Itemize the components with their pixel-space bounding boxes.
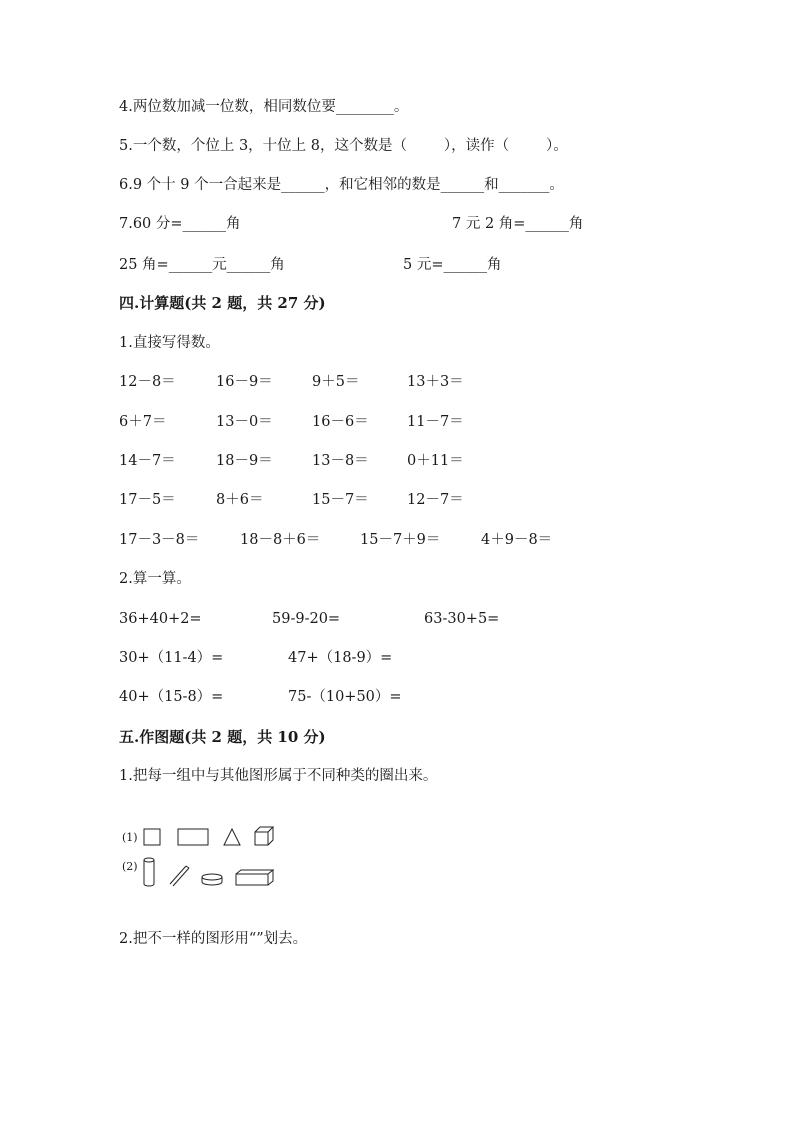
group-2-shapes bbox=[142, 856, 278, 890]
calc-cell: 47+（18-9）= bbox=[288, 650, 393, 666]
calc-cell: 12－7＝ bbox=[407, 492, 464, 508]
calc-cell: 9＋5＝ bbox=[312, 374, 360, 390]
calc-cell: 13＋3＝ bbox=[407, 374, 464, 390]
calc-cell: 75-（10+50）= bbox=[288, 689, 402, 705]
section-4-q2-title: 2.算一算。 bbox=[119, 571, 191, 587]
calc-cell: 15－7＋9＝ bbox=[360, 532, 441, 548]
calc-cell: 36+40+2= bbox=[119, 611, 202, 627]
calc-cell: 40+（15-8）= bbox=[119, 689, 224, 705]
section-5-q1-title: 1.把每一组中与其他图形属于不同种类的圈出来。 bbox=[119, 768, 438, 784]
calc-cell: 4＋9－8＝ bbox=[481, 532, 553, 548]
rectangle-shape bbox=[178, 829, 208, 845]
question-7b: 7 元 2 角=______角 bbox=[452, 216, 584, 232]
calc-cell: 8＋6＝ bbox=[216, 492, 264, 508]
triangle-shape bbox=[224, 829, 240, 845]
question-7d: 5 元=______角 bbox=[403, 257, 502, 273]
section-5-title: 五.作图题(共 2 题，共 10 分) bbox=[119, 728, 326, 746]
question-7a: 7.60 分=______角 bbox=[119, 216, 241, 232]
calc-cell: 13－8＝ bbox=[312, 453, 369, 469]
cuboid-shape bbox=[236, 870, 273, 885]
section-5-q2-title: 2.把不一样的图形用“”划去。 bbox=[119, 931, 308, 947]
calc-cell: 13－0＝ bbox=[216, 414, 273, 430]
calc-cell: 15－7＝ bbox=[312, 492, 369, 508]
calc-cell: 18－9＝ bbox=[216, 453, 273, 469]
calc-cell: 16－6＝ bbox=[312, 414, 369, 430]
group-2-label: (2) bbox=[122, 860, 138, 873]
square-shape bbox=[144, 829, 160, 845]
cylinder-shape bbox=[144, 858, 154, 886]
stick-shape bbox=[170, 866, 189, 886]
calc-cell: 17－3－8＝ bbox=[119, 532, 200, 548]
question-6: 6.9 个十 9 个一合起来是______，和它相邻的数是______和_______。 bbox=[119, 177, 564, 193]
calc-cell: 59-9-20= bbox=[272, 611, 341, 627]
cube-shape bbox=[255, 827, 273, 845]
section-4-q1-title: 1.直接写得数。 bbox=[119, 335, 220, 351]
question-4: 4.两位数加减一位数，相同数位要________。 bbox=[119, 99, 409, 115]
calc-cell: 16－9＝ bbox=[216, 374, 273, 390]
group-1-shapes bbox=[142, 826, 282, 848]
calc-cell: 0＋11＝ bbox=[407, 453, 464, 469]
question-5: 5.一个数，个位上 3，十位上 8，这个数是（ ），读作（ ）。 bbox=[119, 138, 568, 154]
group-1-label: (1) bbox=[122, 831, 138, 844]
calc-cell: 6＋7＝ bbox=[119, 414, 167, 430]
disc-shape bbox=[202, 874, 222, 885]
calc-cell: 12－8＝ bbox=[119, 374, 176, 390]
calc-cell: 17－5＝ bbox=[119, 492, 176, 508]
section-4-title: 四.计算题(共 2 题，共 27 分) bbox=[119, 294, 326, 312]
calc-cell: 30+（11-4）= bbox=[119, 650, 224, 666]
question-7c: 25 角=______元______角 bbox=[119, 257, 285, 273]
calc-cell: 18－8＋6＝ bbox=[240, 532, 321, 548]
calc-cell: 14－7＝ bbox=[119, 453, 176, 469]
calc-cell: 11－7＝ bbox=[407, 414, 464, 430]
calc-cell: 63-30+5= bbox=[424, 611, 500, 627]
